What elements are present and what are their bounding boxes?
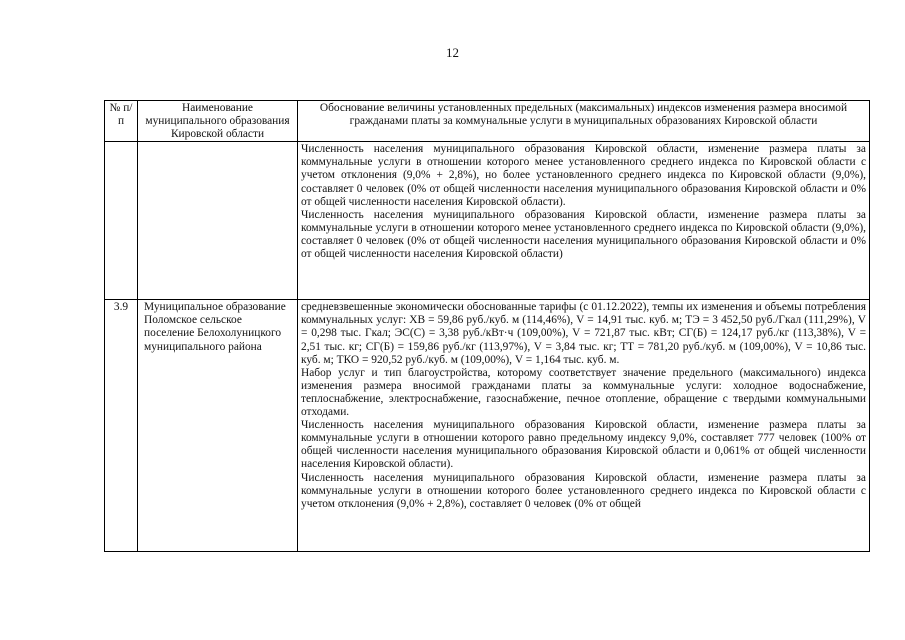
basis-cell: [298, 300, 870, 552]
basis-paragraph: Численность населения муниципального образования Кировской области, изменение размера платы за коммунальные услуги в отношении которого менее установленного среднего индекса по Кировской области (9,0%), составляет 0 человек (0% от общей численности населения муниципального образования Кировской области и 0% от общей численности населения Кировской области): [301, 208, 866, 261]
table-row: [105, 300, 870, 552]
header-index-basis: Обоснование величины установленных предельных (максимальных) индексов изменения размера вносимой гражданами платы за коммунальные услуги в муниципальных образованиях Кировской области: [298, 101, 870, 142]
header-municipality-name: Наименование муниципального образования Кировской области: [138, 101, 298, 142]
population-equal-paragraph: Численность населения муниципального образования Кировской области, изменение размера платы за коммунальные услуги в отношении которого равно предельному индексу 9,0%, составляет 777 человек (100% от общей численности населения муниципального образования Кировской области и 0,061% от общей численности населения Кировской области).: [301, 419, 866, 471]
service-set-paragraph: Набор услуг и тип благоустройства, которому соответствует значение предельного (максимального) индекса изменения размера вносимой гражданами платы за коммунальные услуги: холодное водоснабжение, теплоснабжение, электроснабжение, газоснабжение, печное отопление, обращение с твердыми коммунальными отходами.: [301, 366, 866, 419]
population-above-paragraph: Численность населения муниципального образования Кировской области, изменение размера платы за коммунальные услуги в отношении которого более установленного среднего индекса по Кировской области с учетом отклонения (9,0% + 2,8%), составляет 0 человек (0% от общей: [301, 471, 866, 510]
header-number: № п/п: [105, 101, 138, 142]
municipal-index-table: [104, 100, 870, 552]
basis-paragraph: Численность населения муниципального образования Кировской области, изменение размера платы за коммунальные услуги в отношении которого менее установленного среднего индекса по Кировской области с учетом отклонения (9,0% + 2,8%), но более установленного среднего индекса по Кировской области (9,0%), составляет 0 человек (0% от общей численности населения муниципального образования Кировской области и 0% от общей численности населения Кировской области).: [301, 143, 866, 208]
basis-cell: [298, 142, 870, 300]
row-number: [105, 142, 138, 300]
municipality-name: [138, 142, 298, 300]
municipality-name: Муниципальное образование Поломское сельское поселение Белохолуницкого муниципального района: [138, 300, 298, 552]
page-number: 12: [446, 45, 459, 60]
table-row: [105, 142, 870, 300]
table-header-row: [105, 101, 870, 142]
tariffs-paragraph: средневзвешенные экономически обоснованные тарифы (с 01.12.2022), темпы их изменения и объемы потребления коммунальных услуг: ХВ = 59,86 руб./куб. м (114,46%), V = 14,91 тыс. куб. м; ТЭ = 3 452,50 руб./Гкал (111,29%), V = 0,298 тыс. Гкал; ЭС(С) = 3,38 руб./кВт·ч (109,00%), V = 721,87 тыс. кВт; СГ(Б) = 124,17 руб./кг (113,38%), V = 2,51 тыс. кг; СГ(Б) = 159,86 руб./кг (113,97%), V = 3,84 тыс. кг; ТТ = 781,20 руб./куб. м (109,00%), V = 10,86 тыс. куб. м; ТКО = 920,52 руб./куб. м (109,00%), V = 1,164 тыс. куб. м.: [301, 301, 866, 366]
row-number: 3.9: [105, 300, 138, 552]
